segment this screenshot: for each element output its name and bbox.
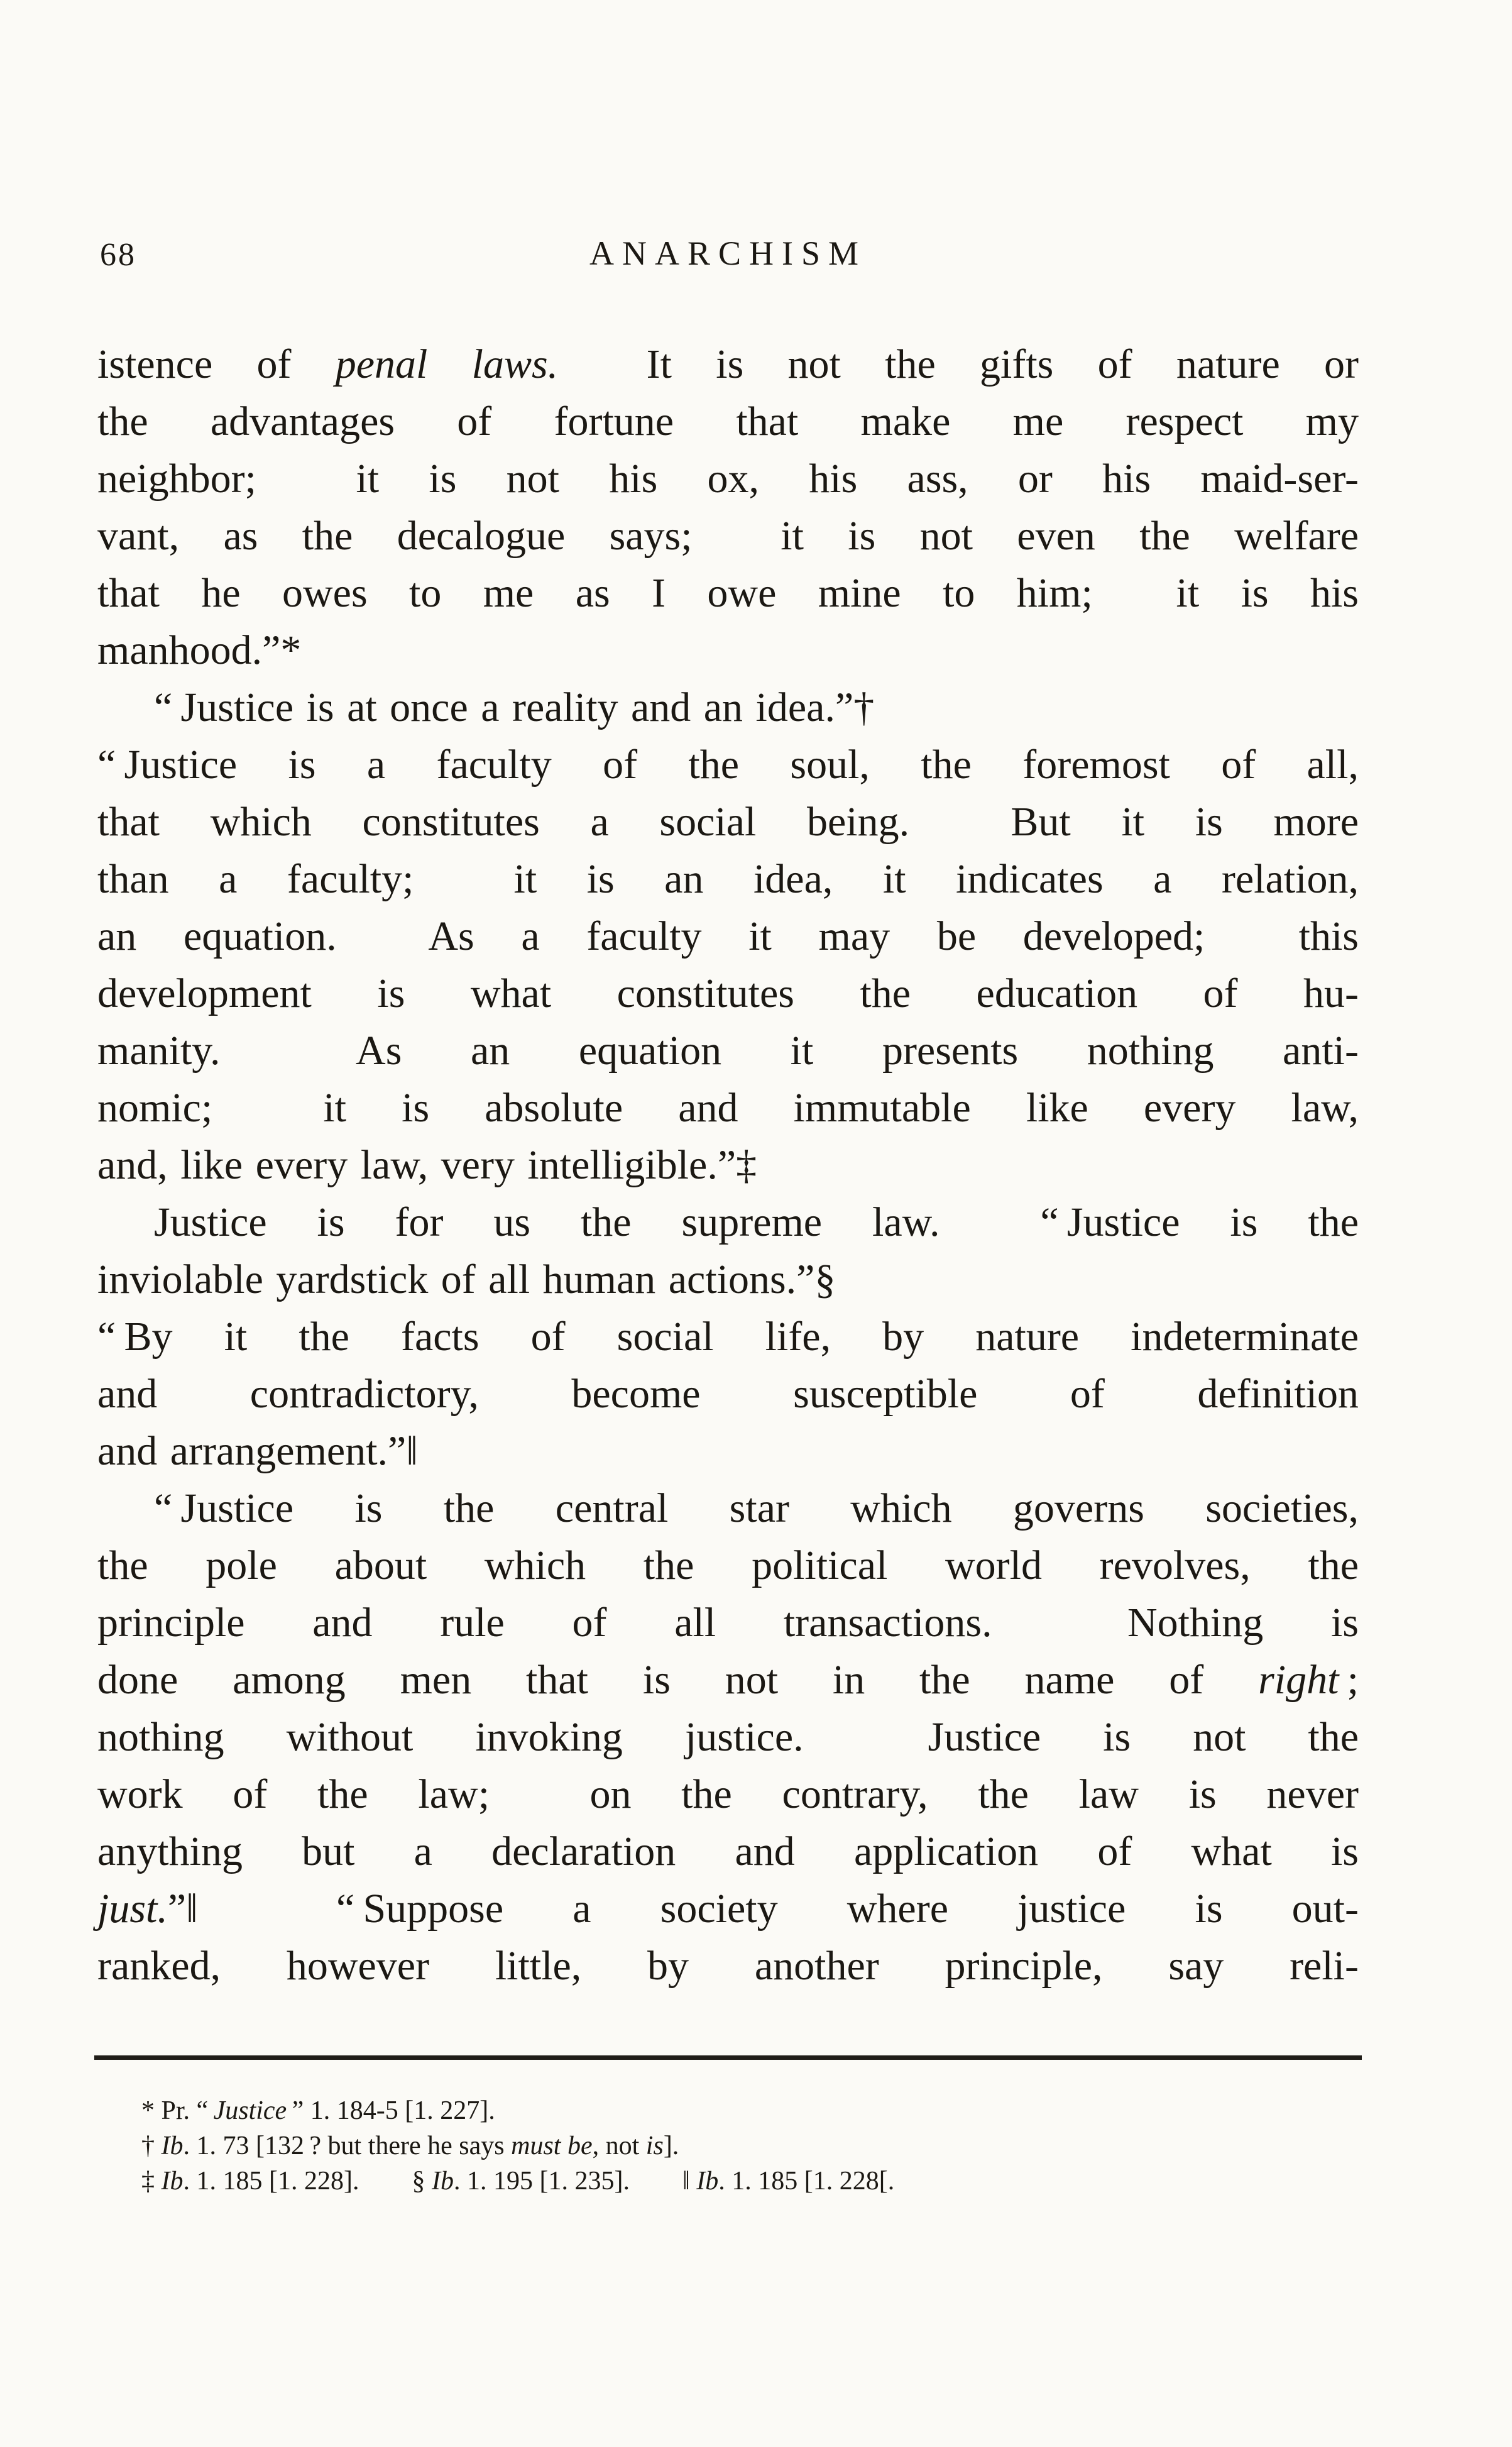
text-line: [97, 908, 1359, 965]
text-line: [97, 793, 1359, 850]
text-line: [97, 1766, 1359, 1823]
text-line: [97, 1308, 1359, 1365]
text-segment: development is what constitutes the education of hu-: [97, 971, 1359, 1016]
text-segment: is: [645, 2131, 664, 2160]
text-segment: ].: [663, 2131, 679, 2160]
text-segment: ”‖ “ Suppose a society where justice is out-: [167, 1886, 1359, 1932]
text-line: [141, 2093, 1359, 2128]
text-line: [97, 507, 1359, 564]
text-line: [97, 1537, 1359, 1594]
text-line: [97, 1823, 1359, 1880]
text-segment: just.: [97, 1886, 168, 1932]
text-segment: an equation. As a faculty it may be developed; this: [97, 913, 1359, 959]
text-segment: . 1. 73 [132 ? but there he says: [183, 2131, 512, 2160]
text-segment: principle and rule of all transactions. Nothing is: [97, 1600, 1359, 1646]
text-segment: that he owes to me as I owe mine to him; it is his: [97, 570, 1359, 616]
text-segment: Ib: [431, 2167, 454, 2196]
text-segment: ‡: [141, 2167, 162, 2196]
text-line: [97, 1480, 1359, 1537]
text-segment: and, like every law, very intelligible.”‡: [97, 1142, 757, 1188]
text-segment: neighbor; it is not his ox, his ass, or his maid-ser-: [97, 456, 1359, 502]
text-segment: “ By it the facts of social life, by nature indeterminate: [97, 1314, 1359, 1360]
text-line: [97, 622, 1359, 679]
text-segment: “ Justice is at once a reality and an idea.”†: [154, 685, 875, 730]
text-segment: ranked, however little, by another principle, say reli-: [97, 1943, 1359, 1989]
text-line: [97, 679, 1359, 736]
text-segment: work of the law; on the contrary, the law is never: [97, 1771, 1359, 1817]
text-line: [97, 1365, 1359, 1422]
text-line: [97, 1937, 1359, 1994]
footnote-divider-rule: [94, 2055, 1362, 2060]
text-segment: Justice: [213, 2096, 287, 2125]
page-number: 68: [100, 237, 136, 273]
text-line: [141, 2128, 1359, 2164]
page-header: [97, 234, 1359, 278]
text-line: [97, 564, 1359, 622]
text-line: [97, 1708, 1359, 1766]
text-line: [97, 336, 1359, 393]
text-segment: manity. As an equation it presents nothing anti-: [97, 1028, 1359, 1074]
text-segment: vant, as the decalogue says; it is not even the welfare: [97, 513, 1359, 559]
text-segment: Ib: [161, 2167, 184, 2196]
text-line: [97, 1022, 1359, 1079]
text-line: [97, 965, 1359, 1022]
text-segment: Ib: [161, 2131, 184, 2160]
text-segment: Ib: [696, 2167, 719, 2196]
text-line: [97, 1136, 1359, 1194]
text-segment: anything but a declaration and application of what is: [97, 1828, 1359, 1874]
text-line: [97, 1651, 1359, 1708]
text-line: [97, 1079, 1359, 1136]
text-line: [97, 736, 1359, 793]
text-line: [97, 1194, 1359, 1251]
text-segment: manhood.”*: [97, 627, 302, 673]
text-line: [97, 1422, 1359, 1480]
body-text: [97, 336, 1359, 1994]
text-segment: It is not the gifts of nature or: [558, 341, 1359, 387]
text-segment: , not: [592, 2131, 646, 2160]
text-segment: “ Justice is a faculty of the soul, the foremost of all,: [97, 742, 1359, 788]
running-head-title: ANARCHISM: [589, 234, 867, 272]
text-segment: penal laws.: [335, 341, 559, 387]
text-line: [97, 450, 1359, 507]
text-line: [97, 1880, 1359, 1937]
text-line: [97, 1251, 1359, 1308]
text-line: [141, 2164, 1359, 2199]
text-segment: that which constitutes a social being. But it is more: [97, 799, 1359, 845]
text-segment: nomic; it is absolute and immutable like every law,: [97, 1085, 1359, 1131]
text-segment: than a faculty; it is an idea, it indicates a relation,: [97, 856, 1359, 902]
text-segment: . 1. 195 [1. 235]. ‖: [453, 2167, 697, 2196]
text-segment: ” 1. 184-5 [1. 227].: [287, 2096, 495, 2125]
text-line: [97, 1594, 1359, 1651]
footnotes: [141, 2093, 1359, 2199]
text-segment: inviolable yardstick of all human actions.”§: [97, 1256, 836, 1302]
text-segment: “ Justice is the central star which governs societies,: [154, 1485, 1359, 1531]
text-segment: ;: [1339, 1657, 1359, 1703]
text-segment: . 1. 185 [1. 228]. §: [183, 2167, 432, 2196]
text-segment: . 1. 185 [1. 228[.: [718, 2167, 895, 2196]
text-segment: and contradictory, become susceptible of definition: [97, 1371, 1359, 1417]
text-segment: Justice is for us the supreme law. “ Justice is the: [154, 1199, 1359, 1245]
text-segment: done among men that is not in the name of: [97, 1657, 1259, 1703]
text-segment: the pole about which the political world revolves, the: [97, 1542, 1359, 1588]
text-segment: the advantages of fortune that make me respect my: [97, 399, 1359, 444]
text-segment: must be: [511, 2131, 593, 2160]
text-segment: istence of: [97, 341, 336, 387]
text-line: [97, 850, 1359, 908]
text-segment: †: [141, 2131, 162, 2160]
text-segment: right: [1258, 1657, 1339, 1703]
text-segment: and arrangement.”‖: [97, 1428, 418, 1474]
text-segment: nothing without invoking justice. Justice is not the: [97, 1714, 1359, 1760]
text-line: [97, 393, 1359, 450]
text-segment: * Pr. “: [141, 2096, 214, 2125]
